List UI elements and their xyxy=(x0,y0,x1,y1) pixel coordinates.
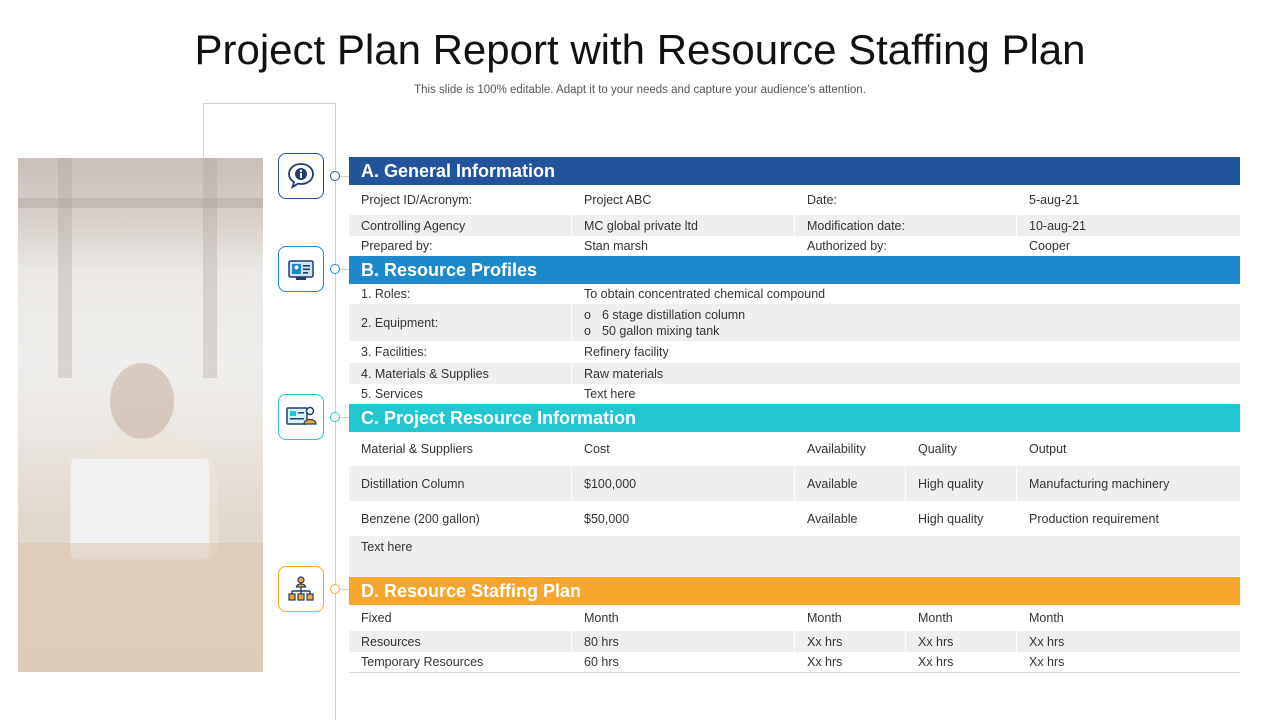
resource-profiles-header: B. Resource Profiles xyxy=(349,256,1240,284)
table-cell: Distillation Column xyxy=(349,466,572,501)
table-cell: High quality xyxy=(906,501,1017,536)
table-cell: Date: xyxy=(795,185,1017,215)
column-header: Quality xyxy=(906,432,1017,466)
column-header: Material & Suppliers xyxy=(349,432,572,466)
table-cell: 2. Equipment: xyxy=(349,304,572,341)
table-cell: Xx hrs xyxy=(1029,655,1065,669)
table-cell: 80 hrs xyxy=(572,631,795,652)
table-cell: Authorized by: xyxy=(795,236,1017,256)
photo-overlay xyxy=(18,158,263,672)
table-cell: Benzene (200 gallon) xyxy=(349,501,572,536)
table-cell: 60 hrs xyxy=(572,652,795,672)
table-cell: Text here xyxy=(572,384,795,404)
office-photo xyxy=(18,158,263,672)
table-cell: 10-aug-21 xyxy=(1029,218,1086,233)
list-item xyxy=(584,307,745,323)
table-cell: Cooper xyxy=(1029,239,1070,253)
connector-line xyxy=(340,589,349,590)
table-row xyxy=(349,605,1240,631)
table-row xyxy=(349,185,1240,215)
bullet-marker: o xyxy=(584,323,591,338)
table-cell: Month xyxy=(1029,611,1064,625)
page-subtitle: This slide is 100% editable. Adapt it to your needs and capture your audience’s attention. xyxy=(414,84,866,96)
equipment-list xyxy=(572,304,1240,341)
table-cell: Project ABC xyxy=(572,185,795,215)
table-row xyxy=(349,236,1240,256)
table-cell: Xx hrs xyxy=(906,652,1017,672)
column-header: Cost xyxy=(572,432,795,466)
table-note: Text here xyxy=(361,540,413,554)
resource-info-header: C. Project Resource Information xyxy=(349,404,1240,432)
table-cell: Month xyxy=(572,605,795,631)
table-cell: Resources xyxy=(349,631,572,652)
info-speech-icon xyxy=(278,153,324,199)
table-cell: Stan marsh xyxy=(572,236,795,256)
table-bottom-rule xyxy=(349,672,1240,673)
table-row xyxy=(349,536,1240,576)
table-cell: 4. Materials & Supplies xyxy=(349,363,572,384)
table-cell: Available xyxy=(795,466,906,501)
table-cell: Available xyxy=(795,501,906,536)
table-cell: Prepared by: xyxy=(349,236,572,256)
timeline-dot xyxy=(330,584,340,594)
table-row xyxy=(349,363,1240,384)
table-row xyxy=(349,631,1240,652)
table-row xyxy=(349,304,1240,341)
table-cell: Xx hrs xyxy=(1029,634,1065,649)
table-cell: Xx hrs xyxy=(795,631,906,652)
list-item-text: 50 gallon mixing tank xyxy=(602,323,720,338)
table-cell: Month xyxy=(906,605,1017,631)
table-cell: Production requirement xyxy=(1029,511,1159,526)
general-info-header: A. General Information xyxy=(349,157,1240,185)
table-row xyxy=(349,215,1240,236)
org-chart-icon xyxy=(278,566,324,612)
table-cell: 5-aug-21 xyxy=(1029,193,1080,207)
table-cell: High quality xyxy=(906,466,1017,501)
table-row xyxy=(349,466,1240,501)
timeline-dot xyxy=(330,171,340,181)
table-cell: 1. Roles: xyxy=(349,284,572,304)
list-item xyxy=(584,323,719,339)
connector-bracket xyxy=(203,103,336,159)
table-cell: Refinery facility xyxy=(584,345,669,359)
table-row xyxy=(349,341,1240,363)
table-row xyxy=(349,501,1240,536)
table-cell: Month xyxy=(795,605,906,631)
list-item-text: 6 stage distillation column xyxy=(602,307,746,322)
table-cell: Xx hrs xyxy=(906,631,1017,652)
page-title: Project Plan Report with Resource Staffing Plan xyxy=(194,26,1086,73)
connector-line xyxy=(340,176,349,177)
table-row xyxy=(349,284,1240,304)
table-cell: Controlling Agency xyxy=(349,215,572,236)
table-cell: Modification date: xyxy=(795,215,1017,236)
table-row xyxy=(349,652,1240,672)
table-cell: MC global private ltd xyxy=(572,215,795,236)
column-header: Availability xyxy=(795,432,906,466)
connector-line xyxy=(340,269,349,270)
bullet-marker: o xyxy=(584,307,591,322)
connector-line xyxy=(340,417,349,418)
table-cell: 5. Services xyxy=(349,384,572,404)
table-cell xyxy=(1017,384,1240,404)
table-header-row xyxy=(349,432,1240,466)
table-cell: To obtain concentrated chemical compound xyxy=(584,287,826,301)
table-cell: Manufacturing machinery xyxy=(1029,476,1170,491)
table-row xyxy=(349,384,1240,404)
table-cell: Raw materials xyxy=(584,366,664,381)
table-cell xyxy=(795,384,1017,404)
table-cell: Fixed xyxy=(349,605,572,631)
table-cell: Project ID/Acronym: xyxy=(349,185,572,215)
table-cell: Temporary Resources xyxy=(349,652,572,672)
table-cell: Xx hrs xyxy=(795,652,906,672)
column-header: Output xyxy=(1029,442,1067,456)
table-cell: $100,000 xyxy=(572,466,795,501)
person-screen-icon xyxy=(278,394,324,440)
timeline-dot xyxy=(330,412,340,422)
staffing-plan-header: D. Resource Staffing Plan xyxy=(349,577,1240,605)
table-cell: 3. Facilities: xyxy=(349,341,572,363)
table-cell: $50,000 xyxy=(572,501,795,536)
timeline-dot xyxy=(330,264,340,274)
profile-card-icon xyxy=(278,246,324,292)
